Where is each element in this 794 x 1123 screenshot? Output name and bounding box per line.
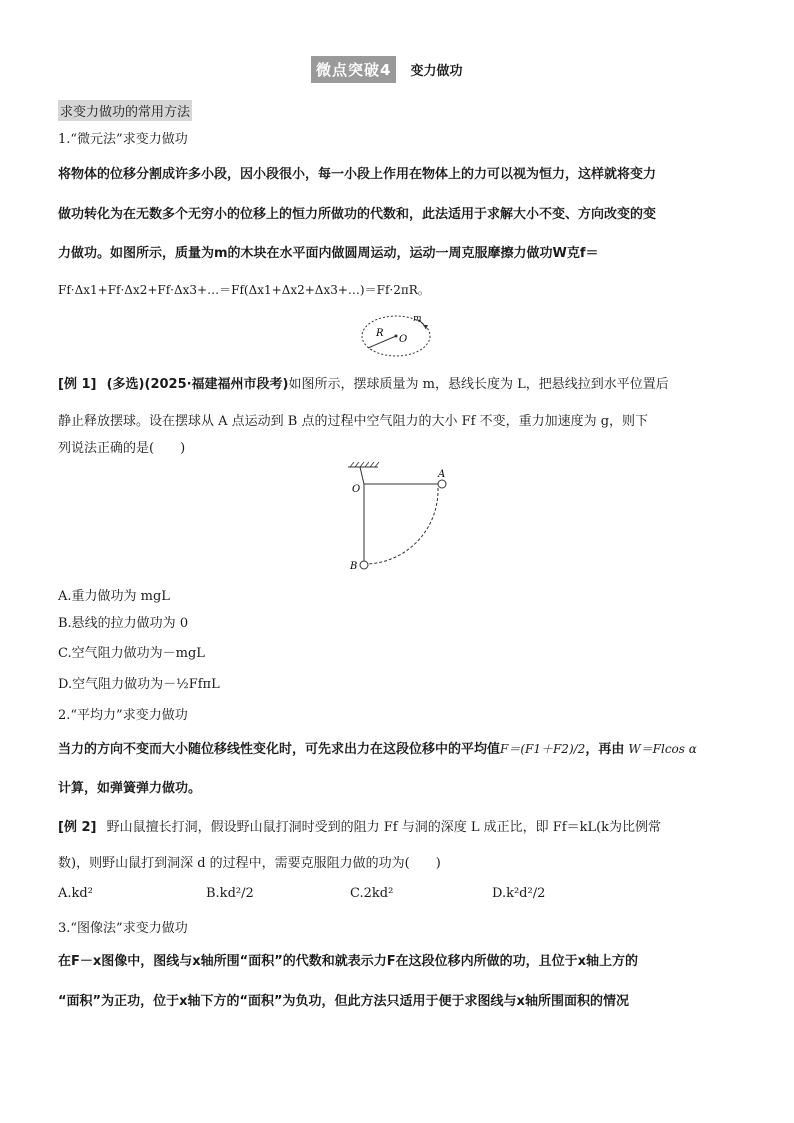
example1-option-d: D.空气阻力做功为－½FfπL	[58, 677, 220, 692]
example2-stem-line1: 野山鼠擅长打洞，假设野山鼠打洞时受到的阻力 Ff 与洞的深度 L 成正比，即 Ff＝kL(k为比例常	[106, 820, 662, 835]
example2-option-d: D.k²d²/2	[492, 886, 546, 901]
example1-option-b: B.悬线的拉力做功为 0	[58, 616, 189, 631]
method2-work-formula: W＝Flcos α	[628, 742, 697, 756]
ball-at-A	[438, 480, 446, 488]
method3-heading: 3.“图像法”求变力做功	[58, 921, 188, 936]
ceiling-hatch	[350, 462, 379, 467]
example1-stem-line2: 静止释放摆球。设在摆球从 A 点运动到 B 点的过程中空气阻力的大小 Ff 不变，重力加速度为 g，则下	[58, 414, 649, 429]
label-O: O	[399, 334, 408, 345]
example2-tag: [例 2]	[58, 820, 97, 835]
example2-option-a: A.kd²	[58, 886, 93, 901]
page-title: 变力做功	[410, 63, 463, 79]
label-B: B	[350, 561, 358, 572]
method3-para-line1: 在F－x图像中，图线与x轴所围“面积”的代数和就表示力F在这段位移内所做的功，且位于x轴上方的	[58, 954, 639, 969]
label-m: m	[413, 314, 422, 324]
swing-path	[368, 488, 438, 564]
circular-motion-figure	[358, 310, 438, 358]
example2-stem-line2: 数)，则野山鼠打到洞深 d 的过程中，需要克服阻力做的功为( )	[58, 856, 441, 871]
example1-stem-line1: 如图所示，摆球质量为 m，悬线长度为 L，把悬线拉到水平位置后	[288, 377, 669, 392]
label-A: A	[438, 469, 446, 480]
method2-para-a: 当力的方向不变而大小随位移线性变化时，可先求出力在这段位移中的平均值	[58, 742, 501, 757]
method2-heading: 2.“平均力”求变力做功	[58, 708, 188, 723]
label-O-pendulum: O	[352, 484, 361, 495]
example1-stem-line3: 列说法正确的是( )	[58, 441, 186, 456]
method2-para-b: ，再由	[585, 742, 625, 757]
example2-option-b: B.kd²/2	[206, 886, 254, 901]
example2-line1	[58, 816, 661, 835]
topic-badge: 微点突破4	[311, 56, 396, 83]
support-rod	[360, 467, 364, 484]
page-header	[311, 56, 462, 82]
method1-heading: 1.“微元法”求变力做功	[58, 132, 188, 147]
center-point	[395, 335, 398, 338]
example1-line1	[58, 373, 669, 392]
example1-option-a: A.重力做功为 mgL	[58, 589, 170, 604]
example2-option-c: C.2kd²	[350, 886, 394, 901]
method2-avg-formula: F＝(F1＋F2)/2	[500, 742, 586, 756]
section-heading: 求变力做功的常用方法	[58, 100, 192, 121]
example1-option-c: C.空气阻力做功为－mgL	[58, 646, 205, 661]
label-R: R	[376, 328, 384, 339]
example1-tag: [例 1]	[58, 377, 97, 392]
method2-para-line2: 计算，如弹簧弹力做功。	[58, 781, 202, 796]
ball-at-B	[360, 561, 368, 569]
method3-para-line2: “面积”为正功，位于x轴下方的“面积”为负功，但此方法只适用于便于求图线与x轴所围面积的情况	[58, 994, 629, 1009]
example1-qualifier: (多选)	[106, 377, 145, 392]
method2-para-line1	[58, 738, 697, 757]
method1-formula: Ff·Δx1+Ff·Δx2+Ff·Δx3+…＝Ff(Δx1+Δx2+Δx3+…)＝Ff·2πR。	[58, 283, 430, 297]
method1-para-line1: 将物体的位移分割成许多小段，因小段很小，每一小段上作用在物体上的力可以视为恒力，这样就将变力	[58, 167, 657, 182]
example1-source: (2025·福建福州市段考)	[144, 377, 289, 392]
method1-para-line3: 力做功。如图所示，质量为m的木块在水平面内做圆周运动，运动一周克服摩擦力做功W克f＝	[58, 246, 599, 261]
pendulum-figure	[340, 460, 455, 575]
method1-para-line2: 做功转化为在无数多个无穷小的位移上的恒力所做功的代数和，此法适用于求解大小不变、方向改变的变	[58, 207, 657, 222]
